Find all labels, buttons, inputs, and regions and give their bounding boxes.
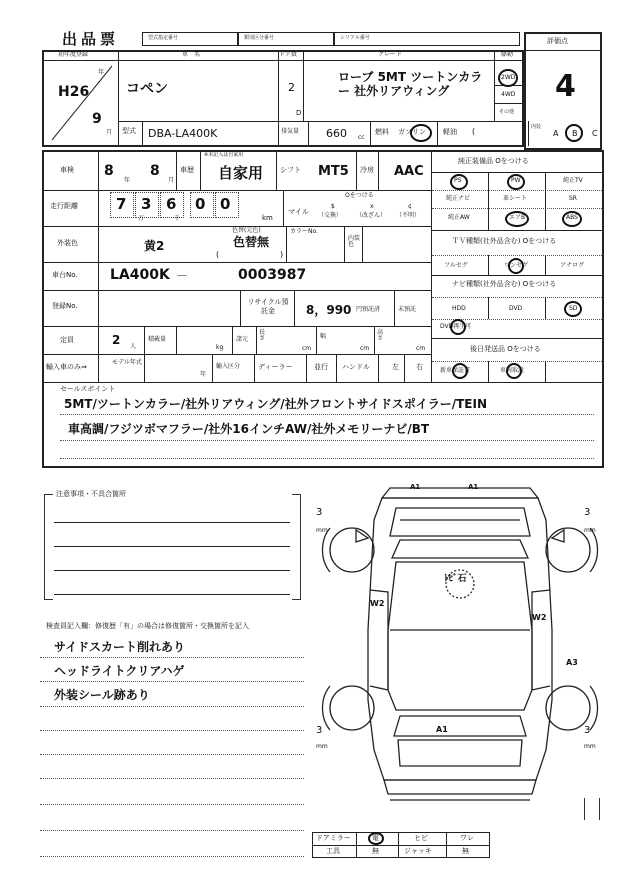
mirror-value-circle (368, 832, 384, 845)
docs-warranty: 新車保証書 (440, 367, 471, 374)
tread-rear-left-unit: mm (316, 743, 328, 750)
height-unit: cm (416, 345, 426, 352)
mile-option-tampered: （改ざん） (356, 212, 387, 219)
note-3: 外装シール跡あり (54, 688, 150, 702)
nav-sd-circle (564, 301, 582, 317)
doors-label: ドア数 (279, 51, 297, 58)
mile-sym-3: ¢ (408, 203, 412, 210)
mile-option-unknown: （不明） (396, 212, 421, 219)
sales-line-1: 5MT/ツートンカラー/社外リアウィング/社外フロントサイドスポイラー/TEIN (64, 397, 487, 411)
tread-front-right: 3 (584, 507, 591, 518)
equip-airbag: エアB (509, 214, 526, 221)
equipment-title: 純正装備品 Oをつける (458, 157, 529, 165)
note-1: サイドスカート削れあり (54, 640, 186, 654)
capacity-value: 2 (112, 333, 121, 347)
color-paren-close: ) (280, 250, 284, 259)
ac-value: AAC (394, 164, 424, 179)
chassis-number: 0003987 (238, 267, 307, 283)
ac-label: 冷房 (360, 166, 374, 174)
equip-airbag-circle (505, 211, 529, 227)
import-type-label: 輸入区分 (216, 363, 241, 370)
import-label: 輸入車のみ⇒ (46, 363, 87, 371)
tv-title: ＴＶ種類(社外品含む) Oをつける (452, 237, 557, 245)
page-title: 出品票 (62, 30, 120, 48)
sales-label: セールスポイント (60, 385, 116, 393)
import-dealer: ディーラー (258, 363, 293, 371)
length-unit: cm (302, 345, 312, 352)
load-label: 積載量 (148, 336, 167, 343)
fuel-paren: ( (472, 127, 476, 136)
inspection-month-unit: 月 (168, 177, 175, 184)
color-change-label: 色替(元色) (232, 227, 261, 234)
mileage-digit-3: 6 (166, 195, 177, 213)
interior-b-circle (565, 124, 583, 142)
mileage-unit-sen: 千 (174, 215, 181, 222)
first-reg-year: H26 (58, 84, 90, 100)
interior-label: 内装 (531, 124, 542, 130)
capacity-unit: 人 (130, 343, 137, 350)
equip-abs: ABS (566, 214, 578, 221)
mileage-digit-1: 7 (116, 195, 127, 213)
displacement-label: 排気量 (281, 128, 300, 135)
mark-stone-chip: ﾄﾋﾞ石 (444, 574, 467, 584)
month-unit: 月 (106, 129, 113, 136)
chassis-dash: － (176, 269, 189, 283)
length-label: 長さ (259, 329, 266, 342)
tv-oneseg: ワンセグ (504, 262, 529, 269)
drive-2wd: 2WD (501, 74, 516, 81)
tv-oneseg-circle (508, 258, 524, 274)
mile-label: マイル (288, 208, 309, 216)
mark-rear: A1 (436, 725, 448, 734)
mark-right-rear: A3 (566, 658, 578, 667)
displacement-value: 660 (326, 127, 347, 140)
fuel-gasoline-circle (410, 124, 432, 142)
history-note: ※未記入は自家用 (204, 152, 244, 158)
mileage-unit-km: km (262, 214, 273, 222)
docs-warranty-circle (452, 363, 468, 379)
mileage-digit-4: 0 (195, 195, 206, 213)
year-unit: 年 (98, 69, 105, 76)
equip-tv: 純正TV (563, 177, 583, 184)
drive-2wd-circle (498, 69, 518, 87)
inspector-label: 検査員記入欄：修復歴「有」の場合は修復箇所・交換箇所を記入 (46, 622, 249, 630)
type-number-label: 型式指定番号 (148, 35, 179, 41)
recycle-value: 8，990 (306, 303, 352, 317)
serial-number-label: シリアル番号 (340, 35, 370, 41)
color-no-label: カラーNo. (290, 228, 318, 235)
shift-value: MT5 (318, 164, 349, 179)
height-label: 高さ (377, 329, 384, 342)
nav-dvd: DVD (509, 305, 523, 312)
import-parallel: 並行 (314, 363, 328, 371)
dims-label: 諸元 (236, 336, 249, 343)
docs-manual: 車両取説 (500, 367, 525, 374)
mark-right-side: W2 (532, 613, 547, 622)
mirror-label: ドアミラー (316, 834, 351, 842)
mileage-digit-5: 0 (220, 195, 231, 213)
mileage-label: 走行距離 (50, 202, 78, 210)
model-year-label: モデル年式 (112, 359, 142, 366)
mark-front-bumper: A1 (410, 483, 421, 491)
equip-pw-circle (507, 174, 525, 190)
tv-fullseg: フルセグ (444, 262, 468, 269)
recycle-not-deposited: 未預託 (398, 306, 417, 313)
category-number-label: 類別区分番号 (244, 35, 275, 41)
dvd-play-circle (450, 319, 466, 335)
chassis-model: LA400K (110, 267, 170, 283)
first-reg-month: 9 (92, 111, 102, 127)
tread-rear-left: 3 (316, 725, 323, 736)
score-value: 4 (555, 69, 576, 104)
tread-front-right-unit: mm (584, 527, 596, 534)
mileage-unit-man: 万 (138, 215, 145, 222)
nav-hdd: HDD (452, 305, 466, 312)
recycle-label: リサイクル預託金 (247, 298, 289, 315)
door-unit: D (296, 109, 302, 117)
fuel-gasoline: ガソリン (398, 128, 426, 136)
equip-navi: 純正ナビ (446, 195, 471, 202)
handle-right: 右 (416, 363, 423, 371)
equip-leather: 革シート (503, 195, 528, 202)
tread-rear-right: 3 (584, 725, 591, 736)
model-label: 型式 (122, 127, 136, 135)
model-year-unit: 年 (200, 371, 207, 378)
reg-label: 登録No. (52, 302, 78, 310)
color-paren-open: ( (216, 250, 220, 259)
sales-line-2: 車高調/フジツボマフラー/社外16インチAW/社外メモリーナビ/BT (68, 422, 430, 436)
inspection-year-unit: 年 (124, 177, 131, 184)
fuel-diesel: 軽油 (443, 128, 457, 136)
equip-ps: PS (454, 177, 462, 184)
width-unit: cm (360, 345, 370, 352)
mile-sym-2: x (370, 203, 374, 210)
tread-front-left-unit: mm (316, 527, 328, 534)
mark-front-bumper-right: A1 (468, 483, 479, 491)
load-unit: kg (216, 344, 224, 351)
chassis-label: 車台No. (52, 271, 78, 279)
recycle-unit: 円預託済 (356, 306, 381, 313)
fuel-label: 燃料 (375, 128, 389, 136)
color-label: 外装色 (57, 239, 78, 247)
jack-value: 無 (462, 847, 469, 855)
drive-label: 駆動 (501, 51, 514, 58)
interior-a: A (553, 129, 559, 138)
tv-analog: アナログ (560, 262, 585, 269)
model-value: DBA-LA400K (148, 127, 218, 140)
handle-left: 左 (392, 363, 399, 371)
equip-sr: SR (569, 195, 577, 202)
note-2: ヘッドライトクリアハゲ (54, 664, 185, 678)
displacement-unit: cc (358, 134, 365, 141)
equip-pw: PW (511, 177, 521, 184)
equip-abs-circle (562, 211, 582, 227)
inspection-label: 車検 (60, 166, 74, 174)
car-name: コペン (126, 81, 168, 97)
first-reg-label: 初年度登録 (58, 51, 89, 58)
handle-label: ハンドル (342, 363, 370, 371)
mile-sym-1: $ (331, 203, 335, 210)
inspection-year: 8 (104, 163, 114, 179)
crack-label: ヒビ (414, 834, 428, 842)
tread-front-left: 3 (316, 507, 323, 518)
score-label: 評価点 (547, 37, 568, 45)
notes-label: 注意事項・不具合箇所 (56, 490, 126, 498)
interior-c: C (592, 129, 598, 138)
drive-4wd: 4WD (501, 91, 516, 98)
mirror-value: 電 (372, 834, 379, 842)
width-label: 幅 (320, 333, 327, 340)
interior-b: B (572, 129, 578, 138)
history-value: 自家用 (218, 164, 264, 182)
docs-manual-circle (506, 363, 522, 379)
equip-aw: 純正AW (448, 214, 470, 221)
car-diagram (300, 480, 620, 810)
mileage-digit-2: 3 (141, 195, 152, 213)
capacity-label: 定員 (60, 336, 74, 344)
inspection-month: 8 (150, 163, 160, 179)
mile-option-exchange: （交換） (318, 212, 343, 219)
docs-title: 後日発送品 Oをつける (470, 345, 541, 353)
grade-value: ローブ 5MT ツートンカラー 社外リアウィング (338, 70, 483, 98)
mark-left-side: W2 (370, 599, 385, 608)
notes-bracket-left (44, 494, 53, 600)
tools-value: 無 (372, 847, 379, 855)
color-value: 黄2 (144, 239, 165, 253)
color-change-value: 色替無 (233, 235, 270, 249)
interior-color-label: 内装色 (348, 235, 361, 248)
equip-ps-circle (450, 174, 468, 190)
nav-sd: SD (569, 305, 578, 312)
jack-label: ジャッキ (404, 847, 432, 855)
break-label: ワレ (460, 834, 474, 842)
tools-label: 工具 (326, 847, 340, 855)
tread-rear-right-unit: mm (584, 743, 596, 750)
door-count: 2 (288, 81, 295, 94)
mile-circle-note: Oをつける (345, 192, 374, 199)
shift-label: シフト (280, 166, 301, 174)
history-label: 車歴 (180, 166, 194, 174)
drive-other: その他 (499, 109, 515, 115)
nav-title: ナビ種類(社外品含む) Oをつける (452, 280, 557, 288)
dvd-play: DVD再生可 (440, 323, 472, 330)
tread-bracket-extra (584, 798, 600, 820)
car-name-label: 車 名 (182, 51, 201, 58)
grade-label: グレード (378, 51, 403, 58)
